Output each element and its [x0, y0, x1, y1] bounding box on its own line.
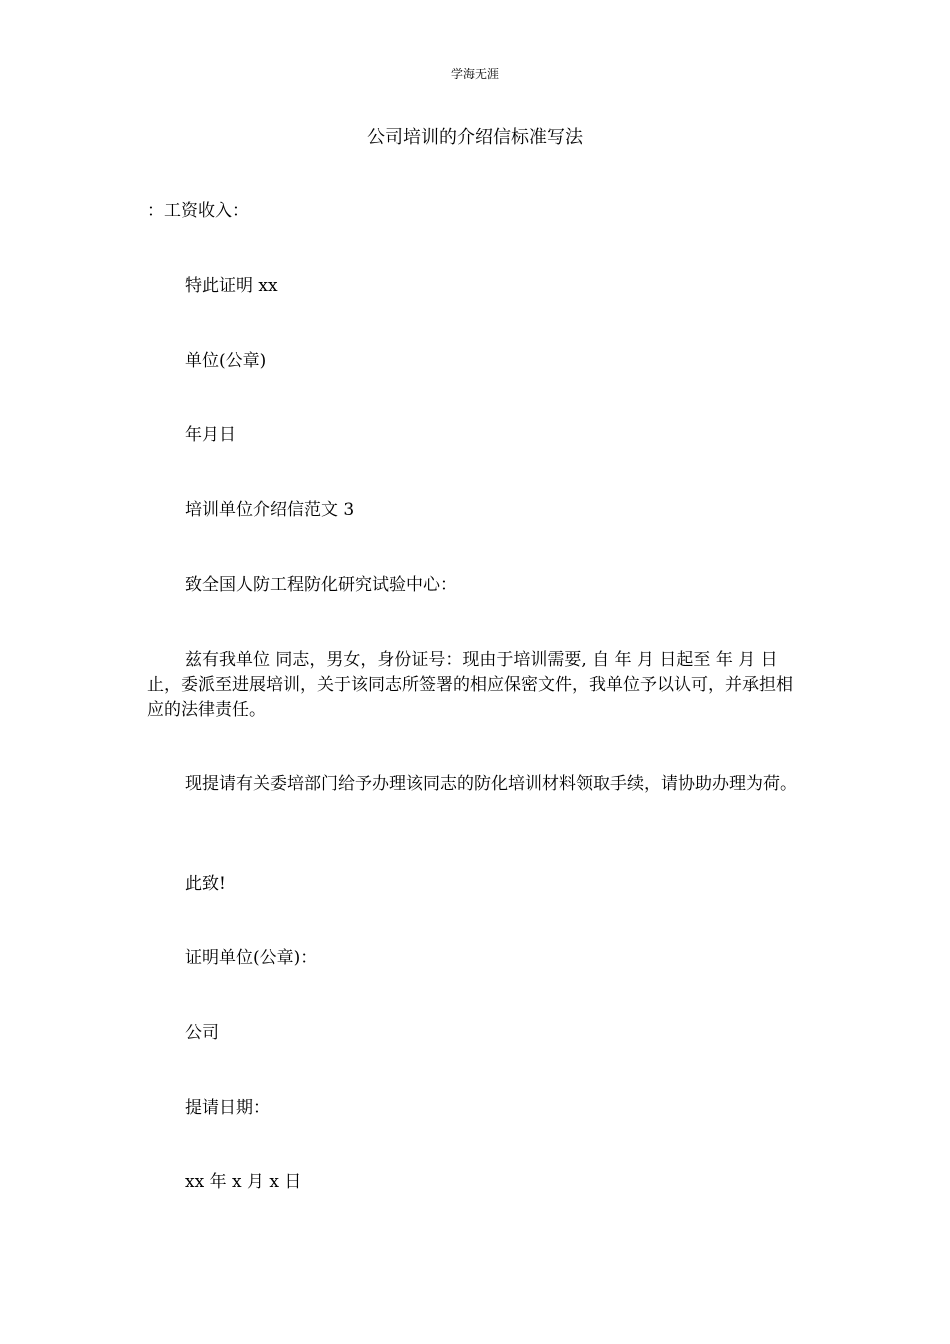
salary-line: ：工资收入：: [147, 201, 249, 221]
unit-seal-line: 单位(公章): [185, 351, 267, 371]
request-date-value: xx 年 x 月 x 日: [185, 1172, 302, 1192]
body-paragraph-1: 兹有我单位 同志，男女，身份证号：现由于培训需要, 自 年 月 日起至 年 月 日止，委派至进展培训，关于该同志所签署的相应保密文件，我单位予以认可，并承担相应的法律责任。: [147, 650, 793, 720]
request-date-label: 提请日期：: [185, 1098, 270, 1118]
company-line: 公司: [185, 1023, 219, 1043]
closing-line: 此致!: [185, 874, 226, 894]
certify-line: 特此证明 xx: [185, 276, 278, 296]
date-placeholder-line: 年月日: [185, 425, 236, 445]
recipient-line: 致全国人防工程防化研究试验中心：: [185, 575, 457, 595]
sample-heading: 培训单位介绍信范文 3: [185, 500, 355, 520]
document-title: 公司培训的介绍信标准写法: [367, 127, 583, 148]
page-header: 学海无涯: [450, 67, 499, 81]
body-paragraph-2: 现提请有关委培部门给予办理该同志的防化培训材料领取手续，请协助办理为荷。: [185, 774, 797, 794]
certifying-unit-line: 证明单位(公章)：: [185, 948, 318, 968]
